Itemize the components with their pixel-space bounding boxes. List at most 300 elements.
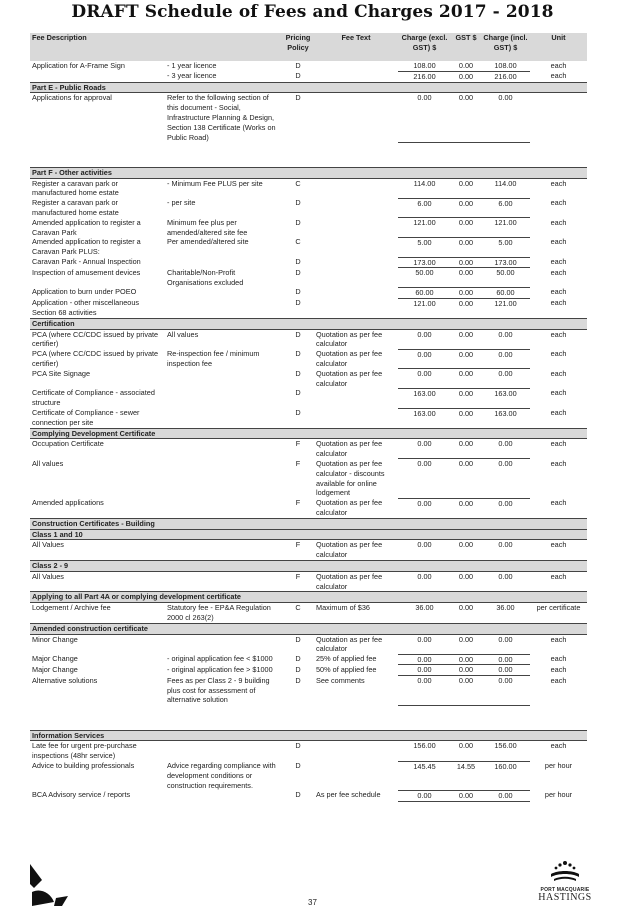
table-row	[30, 603, 587, 624]
unit-cell: each	[550, 388, 567, 398]
fee-detail-cell: - original application fee > $1000	[167, 664, 273, 674]
table-row	[30, 790, 587, 801]
pricing-policy-cell: D	[295, 634, 301, 644]
pricing-policy-cell: F	[295, 439, 301, 449]
pricing-policy-cell: D	[295, 741, 301, 751]
unit-cell: each	[550, 178, 567, 188]
gst-cell: 0.00	[451, 329, 481, 349]
pricing-policy-cell: F	[295, 498, 301, 508]
table-row	[30, 388, 587, 408]
fee-description-cell: Major Change	[32, 664, 78, 674]
fee-text-cell	[314, 268, 398, 288]
fee-description-cell: Caravan Park - Annual Inspection	[32, 257, 141, 267]
fee-text-cell: Quotation as per fee calculator	[316, 439, 383, 459]
fee-text-cell	[314, 741, 398, 761]
pricing-policy-cell: D	[295, 664, 301, 674]
fee-description-cell: Application - other miscellaneous Section 68 activities	[32, 298, 140, 318]
fee-description-cell: All Values	[32, 540, 64, 550]
charge-incl-cell: 216.00	[481, 71, 530, 82]
fees-table	[30, 33, 587, 802]
unit-cell: each	[550, 217, 567, 227]
table-row	[30, 439, 587, 459]
fee-detail-cell: Minimum fee plus per amended/altered site fee	[167, 217, 248, 237]
section-label: Class 2 - 9	[30, 560, 587, 571]
fee-description-cell: PCA (where CC/CDC issued by private certifier)	[32, 349, 159, 369]
gst-cell: 0.00	[451, 498, 481, 518]
fee-detail-cell: All values	[167, 329, 199, 339]
charge-excl-cell: 0.00	[398, 665, 451, 676]
council-mark-icon	[28, 862, 78, 911]
unit-cell: each	[550, 349, 567, 359]
fee-description-cell: Certificate of Compliance - sewer connection per site	[32, 408, 140, 427]
gst-cell: 0.00	[451, 388, 481, 408]
fee-text-cell: 50% of applied fee	[316, 664, 377, 674]
charge-excl-cell: 0.00	[398, 540, 451, 561]
unit-cell: each	[550, 61, 567, 70]
fee-text-cell	[314, 218, 398, 238]
table-row	[30, 349, 587, 369]
table-row	[30, 287, 587, 298]
table-row	[30, 571, 587, 592]
table-header-row	[30, 33, 587, 61]
pricing-policy-cell: F	[295, 571, 301, 581]
table-row	[30, 676, 587, 705]
table-row	[30, 61, 587, 71]
charge-excl-cell: 121.00	[398, 298, 451, 318]
charge-excl-cell: 0.00	[398, 790, 451, 801]
charge-excl-cell: 0.00	[398, 571, 451, 592]
fee-detail-cell: - 3 year licence	[167, 71, 217, 81]
fee-detail-cell: Charitable/Non-Profit Organisations excluded	[167, 267, 244, 287]
charge-excl-cell: 0.00	[398, 329, 451, 349]
unit-cell: each	[550, 287, 567, 297]
charge-excl-cell: 0.00	[398, 93, 451, 142]
charge-incl-cell: 0.00	[481, 571, 530, 592]
fee-description-cell: All values	[32, 458, 64, 468]
gst-cell: 0.00	[451, 459, 481, 498]
fee-description-cell: Register a caravan park or manufactured home estate	[32, 198, 119, 218]
unit-cell: per hour	[544, 790, 573, 800]
fee-detail-cell: Refer to the following section of this document - Social, Infrastructure Planning & Design, Section 138 Certificate (Works on Public Road)	[167, 93, 276, 142]
pricing-policy-cell: C	[295, 603, 301, 613]
charge-incl-cell: 160.00	[481, 761, 530, 790]
fee-text-cell	[314, 61, 398, 71]
gst-cell: 0.00	[451, 741, 481, 761]
gst-cell: 0.00	[451, 349, 481, 369]
council-logo-icon	[548, 860, 582, 882]
fee-description-cell: Application to burn under POEO	[32, 287, 137, 297]
charge-excl-cell: 0.00	[398, 459, 451, 498]
unit-cell: each	[550, 741, 567, 751]
table-row	[30, 218, 587, 238]
charge-excl-cell: 0.00	[398, 439, 451, 459]
section-label: Amended construction certificate	[30, 623, 587, 634]
header-charge-excl: Charge (excl. GST) $	[398, 33, 451, 61]
unit-cell: per certificate	[536, 603, 581, 613]
pricing-policy-cell: D	[295, 287, 301, 297]
fee-text-cell	[314, 198, 398, 218]
gst-cell: 0.00	[451, 268, 481, 288]
charge-incl-cell: 121.00	[481, 298, 530, 318]
fee-text-cell	[314, 93, 398, 142]
unit-cell: each	[550, 498, 567, 508]
table-row	[30, 369, 587, 389]
fee-text-cell: Quotation as per fee calculator	[316, 540, 383, 560]
gst-cell: 0.00	[451, 298, 481, 318]
fee-detail-cell	[165, 408, 282, 428]
fee-detail-cell: Statutory fee - EP&A Regulation 2000 cl 263(2)	[167, 603, 271, 622]
fee-text-cell	[314, 287, 398, 298]
gst-cell: 0.00	[451, 237, 481, 257]
fee-text-cell	[314, 388, 398, 408]
fee-description-cell: Minor Change	[32, 634, 78, 644]
gst-cell: 0.00	[451, 571, 481, 592]
gst-cell: 0.00	[451, 603, 481, 624]
charge-incl-cell: 163.00	[481, 408, 530, 428]
unit-cell: each	[550, 439, 567, 449]
charge-incl-cell: 0.00	[481, 93, 530, 142]
pricing-policy-cell: C	[295, 178, 301, 188]
gst-cell: 0.00	[451, 287, 481, 298]
pricing-policy-cell: D	[295, 349, 301, 359]
pricing-policy-cell: D	[295, 298, 301, 308]
charge-incl-cell: 0.00	[481, 665, 530, 676]
fee-text-cell	[314, 257, 398, 268]
fee-detail-cell: - 1 year licence	[167, 61, 217, 70]
fee-detail-cell	[165, 439, 282, 459]
fee-detail-cell: Fees as per Class 2 - 9 building plus cost for assessment of alternative solution	[167, 675, 270, 705]
charge-incl-cell: 0.00	[481, 676, 530, 705]
fee-detail-cell	[165, 369, 282, 389]
fee-text-cell: Quotation as per fee calculator	[316, 349, 383, 369]
pricing-policy-cell: F	[295, 540, 301, 550]
fee-detail-cell: Advice regarding compliance with development conditions or construction requirements.	[167, 761, 276, 790]
fee-text-cell: Quotation as per fee calculator	[316, 368, 383, 388]
section-label: Class 1 and 10	[30, 529, 587, 540]
table-body	[30, 61, 587, 801]
gst-cell: 0.00	[451, 540, 481, 561]
charge-excl-cell: 60.00	[398, 287, 451, 298]
section-header-row	[30, 82, 587, 93]
section-header-row	[30, 592, 587, 603]
unit-cell: each	[550, 298, 567, 308]
charge-excl-cell: 216.00	[398, 71, 451, 82]
section-label: Complying Development Certificate	[30, 428, 587, 439]
charge-incl-cell: 0.00	[481, 329, 530, 349]
table-row	[30, 634, 587, 654]
pricing-policy-cell: D	[295, 257, 301, 267]
charge-excl-cell: 6.00	[398, 198, 451, 218]
page-number: 37	[308, 898, 317, 907]
fee-description-cell: Amended application to register a Caravan Park PLUS:	[32, 237, 141, 257]
council-logo	[535, 860, 595, 903]
table-row	[30, 237, 587, 257]
table-row	[30, 198, 587, 218]
fee-description-cell: PCA (where CC/CDC issued by private certifier)	[32, 329, 159, 349]
unit-cell: each	[550, 540, 567, 550]
section-label: Information Services	[30, 730, 587, 741]
gst-cell: 0.00	[451, 408, 481, 428]
pricing-policy-cell: C	[295, 237, 301, 247]
table-row	[30, 459, 587, 498]
header-gst: GST $	[451, 33, 481, 61]
gst-cell: 0.00	[451, 218, 481, 238]
fee-text-cell: Quotation as per fee calculator	[316, 498, 383, 517]
charge-incl-cell: 6.00	[481, 198, 530, 218]
table-row	[30, 257, 587, 268]
fee-description-cell: Applications for approval	[32, 93, 112, 103]
fee-text-cell: See comments	[316, 675, 365, 685]
header-fee-text: Fee Text	[314, 33, 398, 61]
charge-excl-cell: 173.00	[398, 257, 451, 268]
charge-incl-cell: 0.00	[481, 369, 530, 389]
unit-cell: each	[550, 237, 567, 247]
gst-cell: 0.00	[451, 198, 481, 218]
fee-text-cell: Maximum of $36	[316, 603, 370, 613]
page-title: DRAFT Schedule of Fees and Charges 2017 - 2018	[71, 2, 554, 22]
charge-incl-cell: 36.00	[481, 603, 530, 624]
section-header-row	[30, 560, 587, 571]
unit-cell: each	[550, 571, 567, 581]
header-charge-incl: Charge (incl. GST) $	[481, 33, 530, 61]
charge-excl-cell: 108.00	[398, 61, 451, 71]
gst-cell: 0.00	[451, 61, 481, 71]
table-row	[30, 761, 587, 790]
fee-detail-cell	[165, 741, 282, 761]
section-label: Applying to all Part 4A or complying development certificate	[30, 592, 587, 603]
charge-incl-cell: 5.00	[481, 237, 530, 257]
fee-detail-cell	[165, 287, 282, 298]
charge-incl-cell: 173.00	[481, 257, 530, 268]
charge-incl-cell: 60.00	[481, 287, 530, 298]
fee-description-cell: BCA Advisory service / reports	[32, 790, 131, 800]
fee-description-cell: Major Change	[32, 654, 78, 664]
unit-cell: each	[550, 458, 567, 468]
section-header-row	[30, 518, 587, 529]
charge-excl-cell: 0.00	[398, 349, 451, 369]
section-header-row	[30, 167, 587, 178]
fee-detail-cell	[165, 790, 282, 801]
section-header-row	[30, 428, 587, 439]
pricing-policy-cell: D	[295, 61, 301, 70]
charge-excl-cell: 156.00	[398, 741, 451, 761]
charge-incl-cell: 163.00	[481, 388, 530, 408]
fee-text-cell: Quotation as per fee calculator - discounts available for online lodgement	[316, 458, 385, 498]
unit-cell: each	[550, 257, 567, 267]
table-row	[30, 329, 587, 349]
charge-excl-cell: 0.00	[398, 654, 451, 665]
table-row	[30, 408, 587, 428]
charge-excl-cell: 163.00	[398, 388, 451, 408]
unit-cell: each	[550, 329, 567, 339]
unit-cell: each	[550, 634, 567, 644]
fee-text-cell: Quotation as per fee calculator	[316, 634, 383, 654]
fee-description-cell: Certificate of Compliance - associated structure	[32, 388, 155, 408]
pricing-policy-cell: D	[295, 198, 301, 208]
org-name-line2: HASTINGS	[538, 892, 592, 903]
pricing-policy-cell: D	[295, 675, 301, 685]
gst-cell: 0.00	[451, 369, 481, 389]
fee-description-cell: Advice to building professionals	[32, 761, 135, 770]
fee-text-cell: Quotation as per fee calculator	[316, 329, 383, 349]
unit-cell: each	[550, 654, 567, 664]
charge-incl-cell: 114.00	[481, 178, 530, 198]
gst-cell: 0.00	[451, 790, 481, 801]
fee-detail-cell	[165, 388, 282, 408]
pricing-policy-cell: D	[295, 388, 301, 398]
fee-detail-cell	[165, 634, 282, 654]
fee-detail-cell	[165, 257, 282, 268]
gst-cell: 0.00	[451, 71, 481, 82]
gst-cell: 14.55	[451, 761, 481, 790]
pricing-policy-cell: D	[295, 93, 301, 103]
fee-text-cell	[314, 178, 398, 198]
fee-description-cell: Application for A-Frame Sign	[32, 61, 125, 70]
section-label: Certification	[30, 318, 587, 329]
charge-excl-cell: 50.00	[398, 268, 451, 288]
charge-incl-cell: 0.00	[481, 540, 530, 561]
fee-text-cell	[314, 237, 398, 257]
fee-description-cell: Late fee for urgent pre-purchase inspections (48hr service)	[32, 741, 137, 761]
unit-cell: each	[550, 71, 567, 81]
section-label: Construction Certificates - Building	[30, 518, 587, 529]
fee-detail-cell: - per site	[167, 198, 196, 208]
fee-detail-cell: - Minimum Fee PLUS per site	[167, 178, 263, 188]
charge-incl-cell: 0.00	[481, 498, 530, 518]
charge-excl-cell: 0.00	[398, 498, 451, 518]
unit-cell: each	[550, 675, 567, 685]
table-row	[30, 298, 587, 318]
fee-description-cell: Lodgement / Archive fee	[32, 603, 111, 613]
fee-description-cell: Alternative solutions	[32, 675, 98, 685]
header-unit: Unit	[530, 33, 587, 61]
gst-cell: 0.00	[451, 676, 481, 705]
unit-cell: each	[550, 198, 567, 208]
section-header-row	[30, 730, 587, 741]
fee-description-cell: Register a caravan park or manufactured home estate	[32, 178, 119, 198]
unit-cell: each	[550, 408, 567, 417]
charge-excl-cell: 5.00	[398, 237, 451, 257]
charge-excl-cell: 0.00	[398, 634, 451, 654]
fee-detail-cell	[165, 298, 282, 318]
header-fee-description: Fee Description	[30, 33, 282, 61]
fee-detail-cell	[165, 571, 282, 592]
section-header-row	[30, 318, 587, 329]
charge-incl-cell: 0.00	[481, 349, 530, 369]
fee-description-cell: All Values	[32, 571, 64, 581]
table-row	[30, 268, 587, 288]
pricing-policy-cell: D	[295, 654, 301, 664]
charge-excl-cell: 145.45	[398, 761, 451, 790]
section-header-row	[30, 623, 587, 634]
charge-incl-cell: 0.00	[481, 459, 530, 498]
section-label: Part E - Public Roads	[30, 82, 587, 93]
pricing-policy-cell: D	[295, 761, 301, 770]
fee-description-cell: Amended application to register a Caravan Park	[32, 217, 141, 237]
charge-incl-cell: 156.00	[481, 741, 530, 761]
gst-cell: 0.00	[451, 93, 481, 142]
table-row	[30, 540, 587, 561]
unit-cell	[530, 93, 587, 142]
charge-incl-cell: 0.00	[481, 439, 530, 459]
charge-excl-cell: 0.00	[398, 369, 451, 389]
fee-detail-cell	[165, 540, 282, 561]
fee-detail-cell	[165, 459, 282, 498]
pricing-policy-cell: D	[295, 790, 301, 800]
fee-description-cell: PCA Site Signage	[32, 368, 91, 378]
gst-cell: 0.00	[451, 257, 481, 268]
header-pricing-policy: Pricing Policy	[282, 33, 314, 61]
charge-incl-cell: 0.00	[481, 654, 530, 665]
charge-incl-cell: 0.00	[481, 634, 530, 654]
fee-description-cell	[30, 71, 165, 82]
table-row	[30, 498, 587, 518]
charge-excl-cell: 163.00	[398, 408, 451, 428]
table-row	[30, 178, 587, 198]
fee-text-cell	[314, 298, 398, 318]
fee-text-cell: Quotation as per fee calculator	[316, 571, 383, 591]
table-row	[30, 71, 587, 82]
table-row	[30, 665, 587, 676]
spacer-row	[30, 142, 587, 167]
fee-description-cell: Amended applications	[32, 498, 104, 508]
gst-cell: 0.00	[451, 634, 481, 654]
charge-excl-cell: 36.00	[398, 603, 451, 624]
fee-detail-cell: Per amended/altered site	[167, 237, 249, 247]
fee-description-cell: Occupation Certificate	[32, 439, 104, 449]
gst-cell: 0.00	[451, 654, 481, 665]
fee-text-cell	[314, 761, 398, 790]
unit-cell: each	[550, 267, 567, 277]
table-row	[30, 654, 587, 665]
pricing-policy-cell: D	[295, 267, 301, 277]
unit-cell: each	[550, 664, 567, 674]
fee-text-cell	[314, 408, 398, 428]
table-row	[30, 741, 587, 761]
pricing-policy-cell: D	[295, 329, 301, 339]
charge-incl-cell: 0.00	[481, 790, 530, 801]
spacer-row	[30, 705, 587, 730]
fee-detail-cell: Re-inspection fee / minimum inspection fee	[167, 349, 260, 369]
table-row	[30, 93, 587, 142]
gst-cell: 0.00	[451, 178, 481, 198]
section-header-row	[30, 529, 587, 540]
pricing-policy-cell: D	[295, 408, 301, 417]
pricing-policy-cell: D	[295, 71, 301, 81]
fee-text-cell	[314, 71, 398, 82]
fee-text-cell: As per fee schedule	[316, 790, 381, 800]
unit-cell: per hour	[544, 761, 573, 770]
charge-excl-cell: 0.00	[398, 676, 451, 705]
fee-description-cell: Inspection of amusement devices	[32, 267, 141, 277]
org-name-line1: PORT MACQUARIE	[540, 887, 590, 893]
pricing-policy-cell: F	[295, 458, 301, 468]
gst-cell: 0.00	[451, 665, 481, 676]
section-label: Part F - Other activities	[30, 167, 587, 178]
pricing-policy-cell: D	[295, 368, 301, 378]
charge-excl-cell: 121.00	[398, 218, 451, 238]
gst-cell: 0.00	[451, 439, 481, 459]
fee-detail-cell	[165, 498, 282, 518]
charge-incl-cell: 50.00	[481, 268, 530, 288]
charge-incl-cell: 121.00	[481, 218, 530, 238]
fee-detail-cell: - original application fee < $1000	[167, 654, 273, 664]
unit-cell: each	[550, 368, 567, 378]
pricing-policy-cell: D	[295, 217, 301, 227]
fee-text-cell: 25% of applied fee	[316, 654, 377, 664]
charge-excl-cell: 114.00	[398, 178, 451, 198]
charge-incl-cell: 108.00	[481, 61, 530, 71]
